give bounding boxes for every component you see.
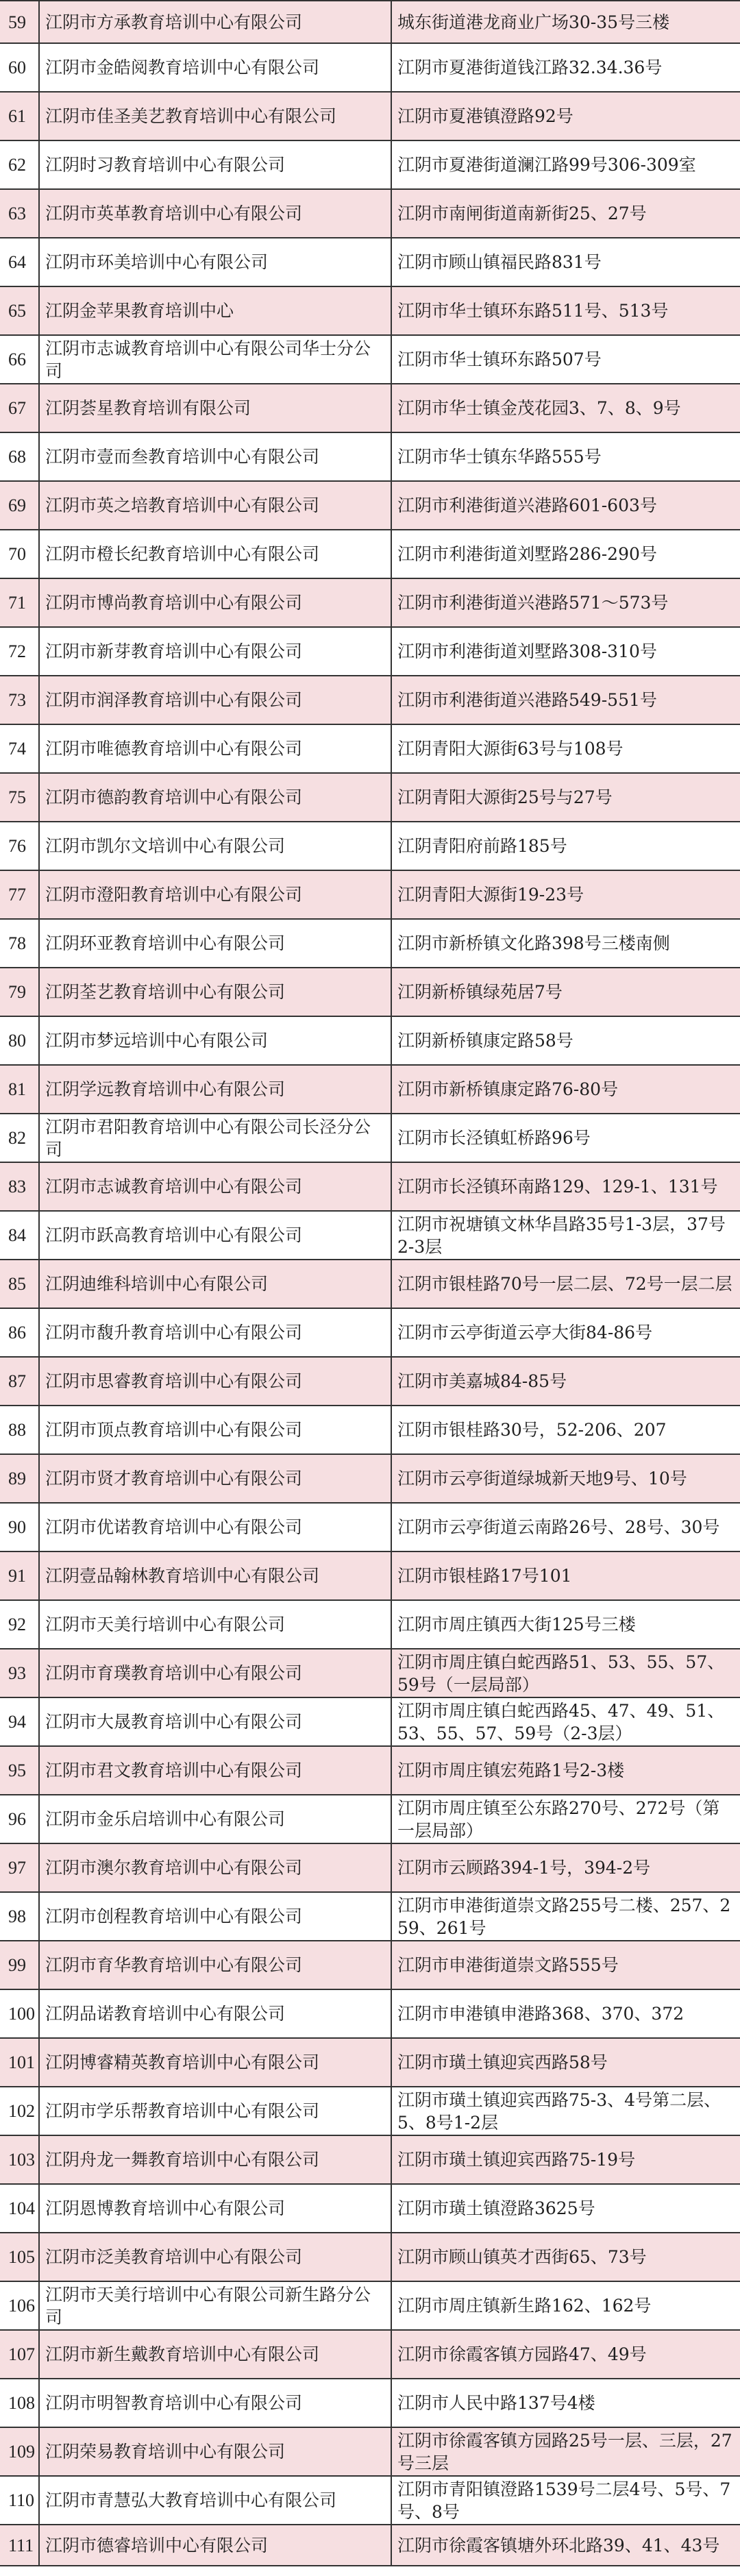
company-address: 江阴市徐霞客镇方园路47、49号 xyxy=(391,2331,740,2378)
row-number: 95 xyxy=(8,1761,26,1780)
row-number: 91 xyxy=(8,1566,26,1586)
row-number: 72 xyxy=(8,641,26,661)
company-name: 江阴市澄阳教育培训中心有限公司 xyxy=(38,871,391,918)
table-row xyxy=(0,2331,740,2379)
company-name: 江阴恩博教育培训中心有限公司 xyxy=(38,2185,391,2232)
company-name: 江阴市学乐帮教育培训中心有限公司 xyxy=(38,2087,391,2135)
company-name: 江阴市创程教育培训中心有限公司 xyxy=(38,1893,391,1940)
row-number: 97 xyxy=(8,1858,26,1878)
company-name: 江阴市君文教育培训中心有限公司 xyxy=(38,1747,391,1794)
company-name: 江阴壹品翰林教育培训中心有限公司 xyxy=(38,1552,391,1599)
company-name: 江阴市顶点教育培训中心有限公司 xyxy=(38,1406,391,1453)
company-name: 江阴市跃高教育培训中心有限公司 xyxy=(38,1212,391,1259)
company-address: 江阴市长泾镇虹桥路96号 xyxy=(391,1114,740,1162)
company-name: 江阴市育璞教育培训中心有限公司 xyxy=(38,1649,391,1697)
table-row xyxy=(0,2477,740,2525)
company-name: 江阴时习教育培训中心有限公司 xyxy=(38,141,391,188)
table-row xyxy=(0,774,740,822)
company-address: 江阴市云亭街道云亭大街84-86号 xyxy=(391,1309,740,1356)
company-address: 江阴市祝塘镇文林华昌路35号1-3层，37号2-3层 xyxy=(391,1212,740,1259)
row-number: 62 xyxy=(8,155,26,175)
company-address: 江阴青阳大源街63号与108号 xyxy=(391,725,740,772)
table-row xyxy=(0,1406,740,1455)
company-name: 江阴市思睿教育培训中心有限公司 xyxy=(38,1358,391,1405)
company-address: 江阴市顾山镇福民路831号 xyxy=(391,238,740,286)
company-address: 江阴市璜土镇澄路3625号 xyxy=(391,2185,740,2232)
row-number: 76 xyxy=(8,836,26,856)
company-name: 江阴环亚教育培训中心有限公司 xyxy=(38,920,391,967)
table-row xyxy=(0,336,740,384)
company-name: 江阴市博尚教育培训中心有限公司 xyxy=(38,579,391,626)
company-address: 江阴市顾山镇英才西街65、73号 xyxy=(391,2233,740,2281)
company-name: 江阴市贤才教育培训中心有限公司 xyxy=(38,1455,391,1502)
table-row xyxy=(0,482,740,530)
table-row xyxy=(0,1795,740,1844)
company-name: 江阴品诺教育培训中心有限公司 xyxy=(38,1990,391,2037)
table-row xyxy=(0,93,740,141)
row-number: 64 xyxy=(8,252,26,272)
company-name: 江阴博睿精英教育培训中心有限公司 xyxy=(38,2039,391,2086)
table-row xyxy=(0,238,740,287)
company-address: 江阴市周庄镇西大街125号三楼 xyxy=(391,1601,740,1648)
table-row xyxy=(0,1552,740,1601)
company-address: 江阴市周庄镇白蛇西路45、47、49、51、53、55、57、59号（2-3层） xyxy=(391,1698,740,1745)
company-address: 江阴市华士镇环东路507号 xyxy=(391,336,740,383)
row-number: 93 xyxy=(8,1663,26,1683)
table-row xyxy=(0,1990,740,2039)
company-name: 江阴市英革教育培训中心有限公司 xyxy=(38,190,391,237)
company-name: 江阴市泛美教育培训中心有限公司 xyxy=(38,2233,391,2281)
company-name: 江阴市佳圣美艺教育培训中心有限公司 xyxy=(38,93,391,140)
company-address: 江阴市青阳镇澄路1539号二层4号、5号、7号、8号 xyxy=(391,2477,740,2524)
company-name: 江阴荣易教育培训中心有限公司 xyxy=(38,2428,391,2475)
row-number: 102 xyxy=(8,2101,35,2121)
company-name: 江阴市天美行培训中心有限公司新生路分公司 xyxy=(38,2282,391,2329)
company-name: 江阴市馥升教育培训中心有限公司 xyxy=(38,1309,391,1356)
row-number: 59 xyxy=(8,12,26,32)
company-name: 江阴市青慧弘大教育培训中心有限公司 xyxy=(38,2477,391,2524)
table-row xyxy=(0,1698,740,1747)
company-address: 江阴市璜土镇迎宾西路75-3、4号第二层、5、8号1-2层 xyxy=(391,2087,740,2135)
company-address: 江阴市银桂路70号一层二层、72号一层二层 xyxy=(391,1260,740,1308)
row-number: 88 xyxy=(8,1420,26,1440)
row-number: 70 xyxy=(8,544,26,564)
company-address: 江阴市云亭街道绿城新天地9号、10号 xyxy=(391,1455,740,1502)
row-number: 100 xyxy=(8,2004,35,2024)
row-number: 109 xyxy=(8,2442,35,2462)
table-row xyxy=(0,725,740,774)
company-name: 江阴市育华教育培训中心有限公司 xyxy=(38,1941,391,1989)
table-row xyxy=(0,1,740,44)
company-name: 江阴市凯尔文培训中心有限公司 xyxy=(38,822,391,870)
table-row xyxy=(0,530,740,579)
company-address: 江阴青阳大源街19-23号 xyxy=(391,871,740,918)
company-name: 江阴市澳尔教育培训中心有限公司 xyxy=(38,1844,391,1891)
table-row xyxy=(0,871,740,920)
table-row xyxy=(0,1455,740,1504)
row-number: 74 xyxy=(8,739,26,759)
table-row xyxy=(0,628,740,676)
company-address: 江阴市南闸街道南新街25、27号 xyxy=(391,190,740,237)
table-row xyxy=(0,1747,740,1795)
company-name: 江阴迪维科培训中心有限公司 xyxy=(38,1260,391,1308)
table-row xyxy=(0,141,740,190)
row-number: 99 xyxy=(8,1955,26,1975)
company-name: 江阴市德睿培训中心有限公司 xyxy=(38,2525,391,2565)
company-address: 江阴青阳大源街25号与27号 xyxy=(391,774,740,821)
company-address: 江阴市夏港街道澜江路99号306-309室 xyxy=(391,141,740,188)
table-row xyxy=(0,2136,740,2185)
table-row xyxy=(0,1212,740,1260)
row-number: 98 xyxy=(8,1906,26,1926)
company-address: 江阴市申港街道崇文路255号二楼、257、259、261号 xyxy=(391,1893,740,1940)
company-address: 江阴市周庄镇至公东路270号、272号（第一层局部） xyxy=(391,1795,740,1843)
row-number: 68 xyxy=(8,447,26,467)
company-address: 江阴市徐霞客镇方园路25号一层、三层，27号三层 xyxy=(391,2428,740,2475)
company-name: 江阴市橙长纪教育培训中心有限公司 xyxy=(38,530,391,578)
company-address: 江阴市银桂路17号101 xyxy=(391,1552,740,1599)
company-address: 江阴市周庄镇新生路162、162号 xyxy=(391,2282,740,2329)
company-name: 江阴市金乐启培训中心有限公司 xyxy=(38,1795,391,1843)
table-row xyxy=(0,1504,740,1552)
table-row xyxy=(0,968,740,1017)
table-row xyxy=(0,2428,740,2477)
table-row xyxy=(0,1066,740,1114)
row-number: 82 xyxy=(8,1128,26,1148)
company-address: 江阴市长泾镇环南路129、129-1、131号 xyxy=(391,1163,740,1210)
row-number: 65 xyxy=(8,301,26,321)
row-number: 103 xyxy=(8,2150,35,2170)
table-row xyxy=(0,920,740,968)
table-row xyxy=(0,433,740,482)
company-name: 江阴市志诚教育培训中心有限公司 xyxy=(38,1163,391,1210)
table-row xyxy=(0,2282,740,2331)
company-address: 江阴市华士镇金茂花园3、7、8、9号 xyxy=(391,384,740,432)
company-name: 江阴市优诺教育培训中心有限公司 xyxy=(38,1504,391,1551)
company-address: 江阴市利港街道刘墅路308-310号 xyxy=(391,628,740,675)
company-address: 城东街道港龙商业广场30-35号三楼 xyxy=(391,1,740,42)
company-name: 江阴金苹果教育培训中心 xyxy=(38,287,391,334)
company-address: 江阴市新桥镇康定路76-80号 xyxy=(391,1066,740,1113)
company-name: 江阴市德韵教育培训中心有限公司 xyxy=(38,774,391,821)
row-number: 85 xyxy=(8,1274,26,1294)
row-number: 83 xyxy=(8,1177,26,1197)
company-name: 江阴市梦远培训中心有限公司 xyxy=(38,1017,391,1064)
row-number: 78 xyxy=(8,933,26,953)
company-address: 江阴市银桂路30号，52-206、207 xyxy=(391,1406,740,1453)
row-number: 111 xyxy=(8,2535,34,2555)
company-name: 江阴市壹而叁教育培训中心有限公司 xyxy=(38,433,391,480)
table-row xyxy=(0,1844,740,1893)
row-number: 90 xyxy=(8,1517,26,1537)
table-row xyxy=(0,2379,740,2428)
row-number: 96 xyxy=(8,1809,26,1829)
table-row xyxy=(0,2233,740,2282)
table-row xyxy=(0,1601,740,1649)
table-row xyxy=(0,822,740,871)
company-address: 江阴市周庄镇白蛇西路51、53、55、57、59号（一层局部） xyxy=(391,1649,740,1697)
company-address: 江阴市申港镇申港路368、370、372 xyxy=(391,1990,740,2037)
company-address: 江阴市璜土镇迎宾西路75-19号 xyxy=(391,2136,740,2183)
company-name: 江阴市方承教育培训中心有限公司 xyxy=(38,1,391,42)
row-number: 71 xyxy=(8,593,26,613)
row-number: 60 xyxy=(8,58,26,77)
row-number: 105 xyxy=(8,2247,35,2267)
company-address: 江阴市利港街道兴港路571～573号 xyxy=(391,579,740,626)
company-name: 江阴荟星教育培训有限公司 xyxy=(38,384,391,432)
table-row xyxy=(0,1114,740,1163)
table-row xyxy=(0,384,740,433)
table-row xyxy=(0,579,740,628)
company-name: 江阴荃艺教育培训中心有限公司 xyxy=(38,968,391,1016)
table-row xyxy=(0,287,740,336)
table-row xyxy=(0,2087,740,2136)
company-name: 江阴市英之培教育培训中心有限公司 xyxy=(38,482,391,529)
company-address: 江阴市华士镇环东路511号、513号 xyxy=(391,287,740,334)
table-row xyxy=(0,1941,740,1990)
table-row xyxy=(0,1893,740,1941)
row-number: 104 xyxy=(8,2198,35,2218)
company-address: 江阴市云顾路394-1号，394-2号 xyxy=(391,1844,740,1891)
company-address: 江阴市璜土镇迎宾西路58号 xyxy=(391,2039,740,2086)
row-number: 80 xyxy=(8,1031,26,1051)
row-number: 69 xyxy=(8,495,26,515)
company-address: 江阴市夏港镇澄路92号 xyxy=(391,93,740,140)
company-address: 江阴市利港街道刘墅路286-290号 xyxy=(391,530,740,578)
row-number: 107 xyxy=(8,2344,35,2364)
company-name: 江阴市君阳教育培训中心有限公司长泾分公司 xyxy=(38,1114,391,1162)
table-row xyxy=(0,1309,740,1358)
company-address: 江阴新桥镇康定路58号 xyxy=(391,1017,740,1064)
table-row xyxy=(0,1649,740,1698)
row-number: 106 xyxy=(8,2296,35,2316)
company-name: 江阴市明智教育培训中心有限公司 xyxy=(38,2379,391,2427)
row-number: 81 xyxy=(8,1079,26,1099)
company-address: 江阴市利港街道兴港路549-551号 xyxy=(391,676,740,724)
table-row xyxy=(0,2525,740,2566)
company-name: 江阴学远教育培训中心有限公司 xyxy=(38,1066,391,1113)
table-row xyxy=(0,1163,740,1212)
table-row xyxy=(0,1260,740,1309)
row-number: 61 xyxy=(8,106,26,126)
row-number: 110 xyxy=(8,2490,35,2510)
table-row xyxy=(0,1358,740,1406)
table-row xyxy=(0,2039,740,2087)
row-number: 87 xyxy=(8,1371,26,1391)
company-name: 江阴市志诚教育培训中心有限公司华士分公司 xyxy=(38,336,391,383)
company-address: 江阴市华士镇东华路555号 xyxy=(391,433,740,480)
row-number: 75 xyxy=(8,787,26,807)
company-address: 江阴市利港街道兴港路601-603号 xyxy=(391,482,740,529)
company-address: 江阴市申港街道崇文路555号 xyxy=(391,1941,740,1989)
table-row xyxy=(0,44,740,93)
company-address: 江阴市美嘉城84-85号 xyxy=(391,1358,740,1405)
company-name: 江阴市环美培训中心有限公司 xyxy=(38,238,391,286)
company-name: 江阴市金皓阅教育培训中心有限公司 xyxy=(38,44,391,91)
row-number: 108 xyxy=(8,2393,35,2413)
row-number: 79 xyxy=(8,982,26,1002)
company-address: 江阴新桥镇绿苑居7号 xyxy=(391,968,740,1016)
company-name: 江阴市大晟教育培训中心有限公司 xyxy=(38,1698,391,1745)
row-number: 67 xyxy=(8,398,26,418)
company-name: 江阴市润泽教育培训中心有限公司 xyxy=(38,676,391,724)
row-number: 94 xyxy=(8,1712,26,1732)
row-number: 66 xyxy=(8,349,26,369)
company-name: 江阴市天美行培训中心有限公司 xyxy=(38,1601,391,1648)
company-name: 江阴舟龙一舞教育培训中心有限公司 xyxy=(38,2136,391,2183)
company-address: 江阴市人民中路137号4楼 xyxy=(391,2379,740,2427)
company-name: 江阴市唯德教育培训中心有限公司 xyxy=(38,725,391,772)
row-number: 89 xyxy=(8,1469,26,1488)
row-number: 84 xyxy=(8,1225,26,1245)
company-address: 江阴市夏港街道钱江路32.34.36号 xyxy=(391,44,740,91)
company-name: 江阴市新芽教育培训中心有限公司 xyxy=(38,628,391,675)
row-number: 86 xyxy=(8,1323,26,1342)
company-address: 江阴市徐霞客镇塘外环北路39、41、43号 xyxy=(391,2525,740,2565)
company-name: 江阴市新生戴教育培训中心有限公司 xyxy=(38,2331,391,2378)
row-number: 63 xyxy=(8,204,26,223)
row-number: 77 xyxy=(8,885,26,905)
row-number: 101 xyxy=(8,2052,35,2072)
table-row xyxy=(0,190,740,238)
table-row xyxy=(0,1017,740,1066)
table-row xyxy=(0,2185,740,2233)
company-address: 江阴市云亭街道云南路26号、28号、30号 xyxy=(391,1504,740,1551)
row-number: 92 xyxy=(8,1615,26,1634)
row-number: 73 xyxy=(8,690,26,710)
company-address: 江阴青阳府前路185号 xyxy=(391,822,740,870)
company-address: 江阴市周庄镇宏苑路1号2-3楼 xyxy=(391,1747,740,1794)
table-row xyxy=(0,676,740,725)
company-address: 江阴市新桥镇文化路398号三楼南侧 xyxy=(391,920,740,967)
